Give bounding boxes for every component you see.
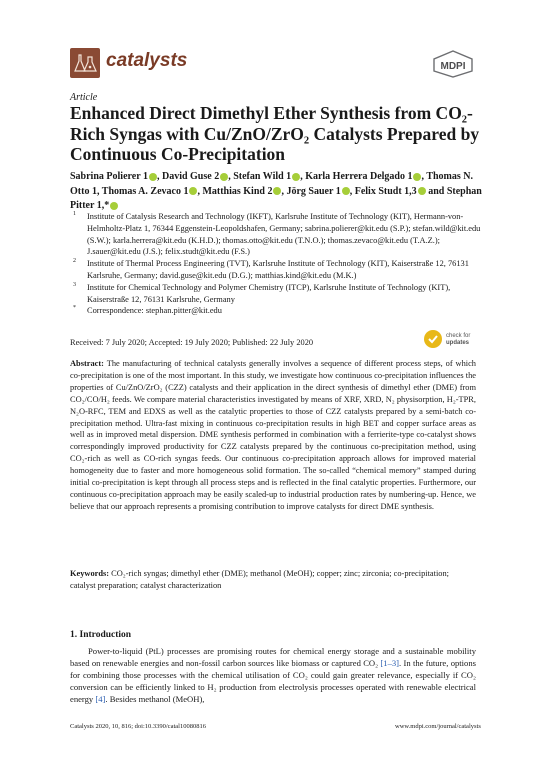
correspondence-text[interactable]: Correspondence: stephan.pitter@kit.edu [87,306,222,316]
publication-dates: Received: 7 July 2020; Accepted: 19 July 2020; Published: 22 July 2020 [70,338,314,347]
author[interactable]: Felix Studt 1,3 [354,185,417,197]
keywords-text: CO₂-rich syngas; dimethyl ether (DME); methanol (MeOH); copper; zinc; zirconia; co-precipitation; catalyst preparation; catalyst characterization [70,569,449,590]
affiliation-number: 2 [73,258,76,265]
flask-icon [70,48,100,78]
orcid-icon[interactable] [110,202,118,210]
keywords [70,568,476,592]
check-for-updates-badge[interactable] [424,330,478,356]
affiliation-number: * [73,305,76,312]
article-type: Article [70,92,98,103]
author[interactable]: Jörg Sauer 1 [286,185,341,197]
abstract-label: Abstract: [70,359,104,368]
keywords-label: Keywords: [70,569,110,578]
affiliations [70,211,490,317]
affiliation [70,282,490,306]
author[interactable]: Stephan Pitter 1,* [70,185,482,211]
affiliation-text: Institute of Catalysis Research and Technology (IKFT), Karlsruhe Institute of Technology (KIT), Hermann-von-Helmholtz-Platz 1, 76344 Eggenstein-Leopoldshafen, Germany; sabrina.polierer@kit.edu (S.P.); stefan.wild@kit.edu (S.W.); karla.herrera@kit.edu (K.H.D.); thomas.otto@kit.edu (T.N.O.); thomas.zevaco@kit.edu (T.A.Z.); J.sauer@kit.edu (J.S.); felix.studt@kit.edu (F.S.) [87,212,481,257]
orcid-icon[interactable] [273,187,281,195]
check-updates-line1: check for [446,333,471,339]
orcid-icon[interactable] [342,187,350,195]
affiliation-text: Institute of Thermal Process Engineering (TVT), Karlsruhe Institute of Technology (KIT), Kaiserstraße 12, 76131 Karlsruhe, Germany; david.guse@kit.edu (D.G.); matthias.kind@kit.edu (M.K.) [87,259,469,280]
article-title: Enhanced Direct Dimethyl Ether Synthesis from CO₂-Rich Syngas with Cu/ZnO/ZrO₂ Catalysts Prepared by Continuous Co-Precipitation [70,103,480,164]
author[interactable]: Thomas N. Otto 1 [70,171,473,197]
footer-url[interactable]: www.mdpi.com/journal/catalysts [395,723,481,730]
author-list: Sabrina Polierer 1 , David Guse 2 , Stefan Wild 1 , Karla Herrera Delgado 1 , Thomas N. Otto 1, Thomas A. Zevaco 1 , Matthias Kind 2 , Jörg Sauer 1 , Felix Studt 1,3 and Stephan Pitter 1,* [70,171,482,211]
journal-name: catalysts [106,50,188,71]
footer-citation: Catalysts 2020, 10, 816; doi:10.3390/catal10080816 [70,723,206,730]
section-body [70,645,476,705]
affiliation [70,258,490,282]
affiliation-number: 1 [73,211,76,217]
mdpi-logo [432,50,474,78]
abstract-text: The manufacturing of technical catalysts generally involves a sequence of different process steps, of which co-precipitation is one of the most important. In this study, we investigate how continuous co-precipitation influences the properties of Cu/ZnO/ZrO₂ (CZZ) catalysts and their application in the direct synthesis of dimethyl ether (DME) from CO₂/CO/H₂ feeds. We compare material characteristics investigated by means of XRF, XRD, N₂ physisorption, H₂-TPR, N₂O-RFC, TEM and EDXS as well as the catalytic properties to those of CZZ catalysts prepared by a semi-batch co-precipitation method. Ultra-fast mixing in continuous co-precipitation results in high BET and copper surface areas as well as in improved metal dispersion. DME synthesis performed in combination with a ferrierite-type co-catalyst shows correspondingly improved productivity for CZZ catalysts prepared by the continuous co-precipitation method, using CO₂-rich as well as CO-rich syngas feeds. Our continuous co-precipitation approach allows for improved material homogeneity due to faster and more homogeneous solid formation. The so-called “chemical memory” stamped during initial co-precipitation is kept through all process steps and is reflected in the final catalytic properties. Furthermore, our continuous co-precipitation approach may be easily scaled-up to industrial production rates by numbering-up. Hence, we believe that our approach represents a promising contribution to improve catalysts for direct DME synthesis. [70,359,477,511]
affiliation [70,211,490,258]
orcid-icon[interactable] [220,173,228,181]
affiliation-text: Institute for Chemical Technology and Polymer Chemistry (ITCP), Karlsruhe Institute of Technology (KIT), Kaiserstraße 12, 76131 Karlsruhe, Germany [87,282,451,304]
body-text: . Besides methanol (MeOH), [105,694,205,704]
orcid-icon[interactable] [149,173,157,181]
citation-link[interactable]: [4] [95,694,106,704]
body-text: Power-to-liquid (PtL) processes are promising routes for chemical energy storage and a sustainable mobility based on renewable energies and non-fossil carbon sources like biomass or captured CO₂ [70,646,476,668]
publisher-name: MDPI [440,61,466,72]
body-text: . In the future, options for combining those processes with the chemical utilisation of CO₂ could gain greater relevance, especially if CO₂ conversion can be efficiently linked to H₂ production from electrolysis processes operated with renewable electrical energy [70,658,476,704]
journal-logo [70,48,100,78]
orcid-icon[interactable] [292,173,300,181]
author[interactable]: Sabrina Polierer 1 [70,171,148,182]
affiliation-number: 3 [73,281,76,288]
author[interactable]: Karla Herrera Delgado 1 [305,171,413,182]
author[interactable]: David Guse 2 [161,171,220,182]
section-heading: 1. Introduction [70,630,132,640]
citation-link[interactable]: [1–3] [380,658,400,668]
author[interactable]: Matthias Kind 2 [202,185,273,197]
check-updates-line2: updates [446,340,470,346]
affiliation [70,305,490,317]
orcid-icon[interactable] [418,187,426,195]
abstract [70,358,476,513]
orcid-icon[interactable] [189,187,197,195]
check-updates-icon [424,330,442,348]
author[interactable]: Stefan Wild 1 [233,171,292,182]
orcid-icon[interactable] [413,173,421,181]
author[interactable]: Thomas A. Zevaco 1 [101,185,189,197]
check-updates-label [446,333,470,347]
